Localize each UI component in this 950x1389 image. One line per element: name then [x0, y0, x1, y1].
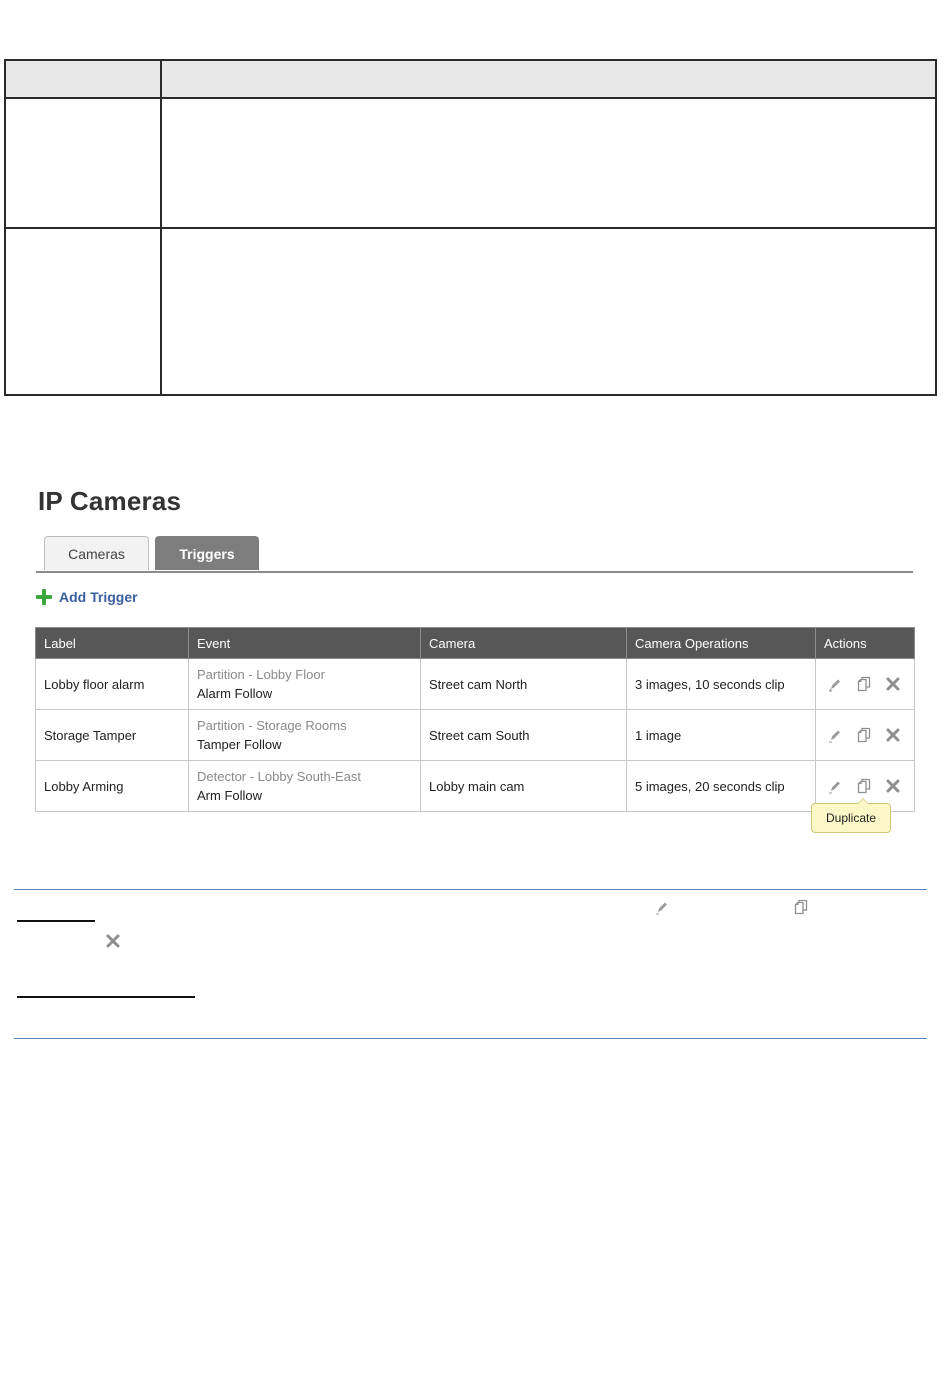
table-row[interactable] [36, 710, 915, 761]
trigger-event-cell [189, 659, 421, 710]
trigger-camera-cell: Street cam South [421, 710, 627, 761]
document-table-header-cell [5, 60, 161, 98]
table-row[interactable] [36, 761, 915, 812]
trigger-event-cell [189, 710, 421, 761]
document-table-cell [161, 98, 936, 228]
document-table-header-cell [161, 60, 936, 98]
trigger-operations-cell: 3 images, 10 seconds clip [627, 659, 816, 710]
plus-icon [36, 589, 52, 605]
delete-icon[interactable] [885, 778, 901, 794]
event-type: Alarm Follow [197, 686, 273, 701]
edit-icon[interactable] [827, 778, 843, 794]
add-trigger-label: Add Trigger [59, 589, 138, 605]
document-table-header [5, 60, 936, 98]
note-divider-top [14, 889, 927, 890]
document-table-row [5, 98, 936, 228]
note-heading-underline [17, 996, 195, 998]
table-row[interactable] [36, 659, 915, 710]
event-source: Partition - Storage Rooms [197, 718, 347, 733]
event-type: Arm Follow [197, 788, 263, 803]
trigger-operations-cell: 5 images, 20 seconds clip [627, 761, 816, 812]
document-table-row [5, 228, 936, 395]
trigger-label-cell: Storage Tamper [36, 710, 189, 761]
row-actions [824, 778, 906, 794]
column-header-camera[interactable]: Camera [421, 628, 627, 659]
duplicate-icon[interactable] [856, 727, 872, 743]
document-table-cell [161, 228, 936, 395]
row-actions [824, 727, 906, 743]
column-header-actions: Actions [816, 628, 915, 659]
duplicate-icon[interactable] [856, 676, 872, 692]
delete-icon [105, 933, 121, 949]
page-title: IP Cameras [38, 486, 182, 516]
event-source: Detector - Lobby South-East [197, 769, 362, 784]
column-header-camera-operations[interactable]: Camera Operations [627, 628, 816, 659]
trigger-camera-cell: Street cam North [421, 659, 627, 710]
trigger-operations-cell: 1 image [627, 710, 816, 761]
tab-cameras[interactable]: Cameras [44, 536, 149, 570]
add-trigger-button[interactable] [36, 587, 138, 607]
edit-icon[interactable] [827, 727, 843, 743]
trigger-actions-cell [816, 659, 915, 710]
event-source: Partition - Lobby Floor [197, 667, 325, 682]
edit-icon[interactable] [827, 676, 843, 692]
trigger-actions-cell [816, 710, 915, 761]
note-divider-bottom [14, 1038, 927, 1039]
edit-icon [654, 899, 670, 915]
note-heading-underline [17, 920, 95, 922]
trigger-camera-cell: Lobby main cam [421, 761, 627, 812]
event-type: Tamper Follow [197, 737, 282, 752]
row-actions [824, 676, 906, 692]
document-table [4, 59, 937, 396]
trigger-label-cell: Lobby floor alarm [36, 659, 189, 710]
trigger-event-cell [189, 761, 421, 812]
duplicate-tooltip: Duplicate [811, 803, 891, 833]
tab-triggers[interactable]: Triggers [155, 536, 259, 570]
document-table-cell [5, 228, 161, 395]
duplicate-icon [793, 899, 809, 915]
delete-icon[interactable] [885, 676, 901, 692]
document-table-cell [5, 98, 161, 228]
column-header-event[interactable]: Event [189, 628, 421, 659]
trigger-label-cell: Lobby Arming [36, 761, 189, 812]
column-header-label[interactable]: Label [36, 628, 189, 659]
triggers-table-header [36, 628, 915, 659]
tab-bar [36, 536, 913, 573]
duplicate-icon[interactable] [856, 778, 872, 794]
delete-icon[interactable] [885, 727, 901, 743]
triggers-table [35, 627, 915, 812]
